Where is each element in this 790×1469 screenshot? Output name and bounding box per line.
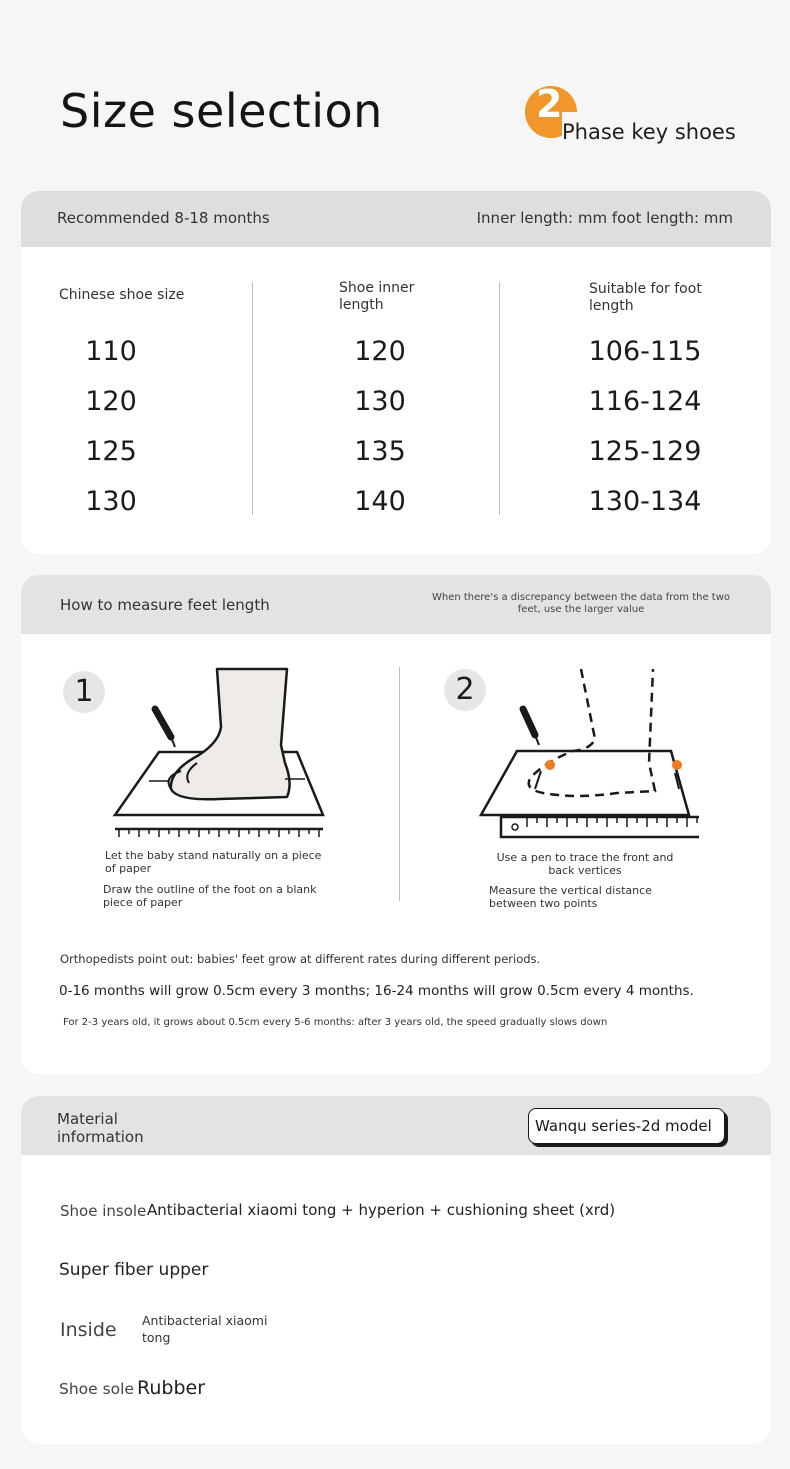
material-label-insole: Shoe insole bbox=[60, 1202, 147, 1220]
badge-text: Phase key shoes bbox=[562, 120, 736, 144]
size-chart-header bbox=[21, 191, 771, 247]
table-cell: 140 bbox=[354, 486, 406, 517]
badge-number: 2 bbox=[536, 82, 563, 126]
step-1-caption-b: Draw the outline of the foot on a blank piece of paper bbox=[103, 883, 317, 909]
table-cell: 110 bbox=[85, 336, 137, 367]
steps-divider bbox=[399, 667, 400, 901]
measure-guide-header bbox=[21, 575, 771, 634]
table-cell: 106-115 bbox=[588, 336, 702, 367]
table-cell: 130-134 bbox=[588, 486, 702, 517]
step-number: 1 bbox=[63, 671, 105, 713]
units-note: Inner length: mm foot length: mm bbox=[476, 209, 733, 227]
material-value-sole: Rubber bbox=[137, 1377, 206, 1399]
column-header-foot-length: Suitable for foot length bbox=[589, 281, 702, 314]
growth-note-2: 0-16 months will grow 0.5cm every 3 months; 16-24 months will grow 0.5cm every 4 months. bbox=[59, 983, 694, 999]
size-chart-card bbox=[21, 191, 771, 554]
column-header-inner-length: Shoe inner length bbox=[339, 280, 415, 313]
material-label-sole: Shoe sole bbox=[59, 1380, 135, 1398]
column-divider bbox=[252, 282, 253, 515]
measure-tip: When there's a discrepancy between the data from the two feet, use the larger value bbox=[431, 592, 731, 615]
table-cell: 116-124 bbox=[588, 386, 702, 417]
table-cell: 135 bbox=[354, 436, 406, 467]
column-header-shoe-size: Chinese shoe size bbox=[59, 287, 185, 303]
growth-note-1: Orthopedists point out: babies' feet grow at different rates during different periods. bbox=[60, 952, 541, 966]
table-cell: 130 bbox=[85, 486, 137, 517]
step-number: 2 bbox=[444, 669, 486, 711]
table-cell: 130 bbox=[354, 386, 406, 417]
material-card bbox=[21, 1096, 771, 1444]
step-2-caption-b: Measure the vertical distance between two points bbox=[489, 884, 652, 910]
step-2-caption-a: Use a pen to trace the front and back vertices bbox=[496, 851, 674, 877]
material-header bbox=[21, 1096, 771, 1155]
table-cell: 120 bbox=[85, 386, 137, 417]
foot-on-paper-illustration bbox=[109, 667, 331, 839]
model-tag-label: Wanqu series-2d model bbox=[535, 1117, 712, 1135]
table-cell: 125-129 bbox=[588, 436, 702, 467]
measure-guide-card bbox=[21, 575, 771, 1074]
material-value-inside: Antibacterial xiaomi tong bbox=[142, 1313, 268, 1345]
growth-note-3: For 2-3 years old, it grows about 0.5cm every 5-6 months: after 3 years old, the speed gradually slows down bbox=[63, 1017, 608, 1028]
material-label-upper: Super fiber upper bbox=[59, 1260, 209, 1280]
material-value-insole: Antibacterial xiaomi tong + hyperion + cushioning sheet (xrd) bbox=[147, 1201, 616, 1219]
model-tag-button[interactable] bbox=[528, 1108, 725, 1144]
trace-vertices-illustration bbox=[477, 665, 699, 847]
table-cell: 120 bbox=[354, 336, 406, 367]
column-divider bbox=[499, 282, 500, 515]
recommended-age: Recommended 8-18 months bbox=[57, 209, 270, 227]
measure-title: How to measure feet length bbox=[60, 596, 270, 614]
material-title: Material information bbox=[57, 1110, 144, 1146]
page-title: Size selection bbox=[60, 84, 383, 138]
material-label-inside: Inside bbox=[60, 1319, 117, 1341]
step-1-caption-a: Let the baby stand naturally on a piece of paper bbox=[105, 849, 322, 875]
table-cell: 125 bbox=[85, 436, 137, 467]
